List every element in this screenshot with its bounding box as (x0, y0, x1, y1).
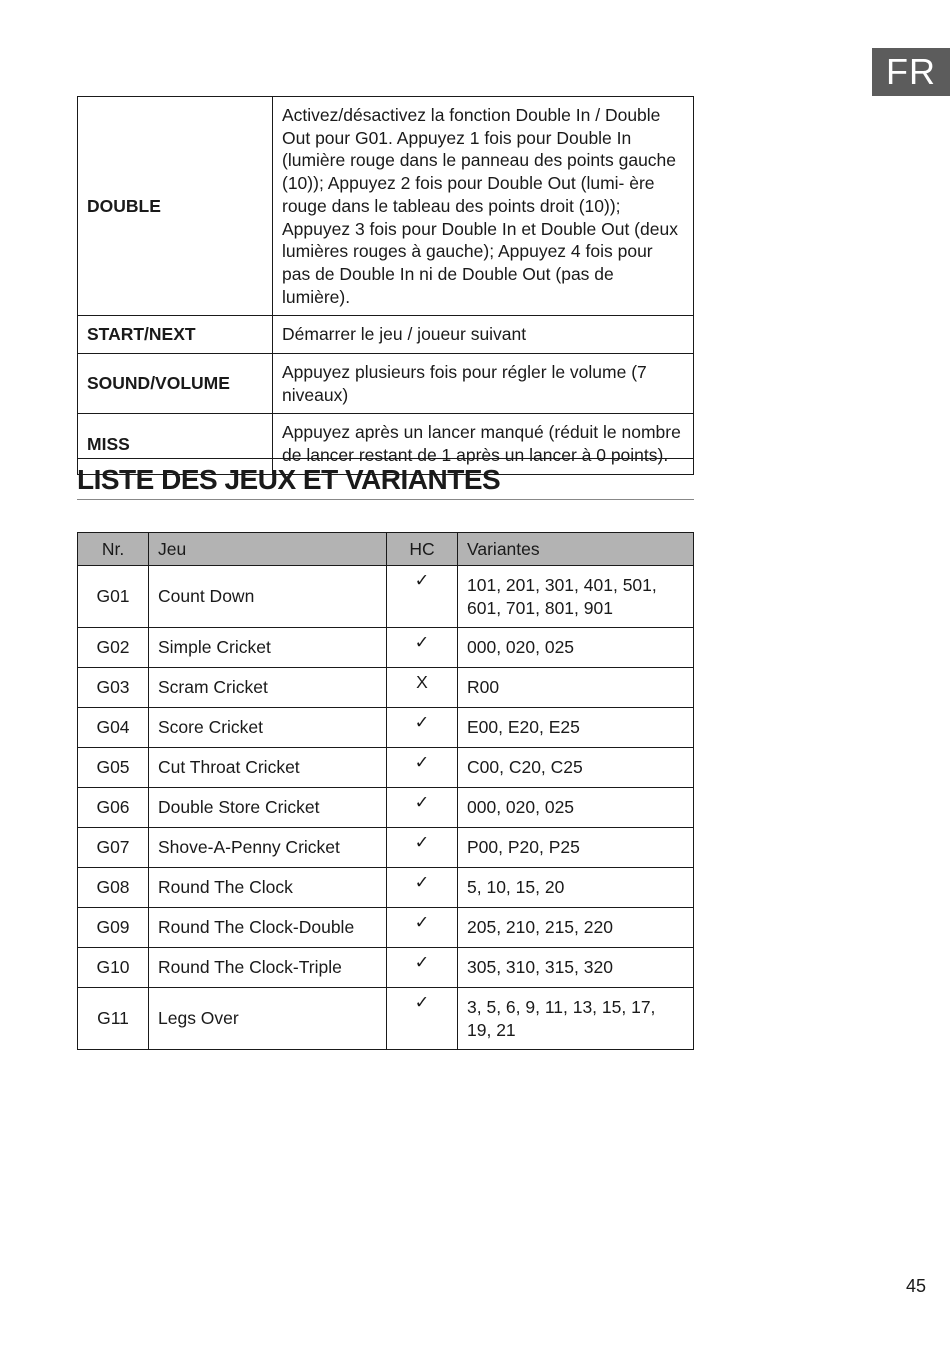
header-hc: HC (387, 533, 458, 566)
command-description: Appuyez plusieurs fois pour régler le volume (7 niveaux) (273, 354, 694, 414)
table-row (78, 788, 694, 828)
game-name: Legs Over (149, 988, 387, 1050)
commands-table (77, 96, 694, 475)
game-variants: R00 (458, 668, 694, 708)
command-row-start-next (78, 316, 694, 354)
games-header-row (78, 533, 694, 566)
game-nr: G11 (78, 988, 149, 1050)
game-nr: G08 (78, 868, 149, 908)
game-name: Score Cricket (149, 708, 387, 748)
game-nr: G09 (78, 908, 149, 948)
command-row-sound-volume (78, 354, 694, 414)
game-name: Round The Clock (149, 868, 387, 908)
game-hc: ✓ (387, 908, 458, 948)
table-row (78, 988, 694, 1050)
table-row (78, 868, 694, 908)
game-name: Scram Cricket (149, 668, 387, 708)
game-hc: ✓ (387, 566, 458, 628)
game-variants: 3, 5, 6, 9, 11, 13, 15, 17, 19, 21 (458, 988, 694, 1050)
game-variants: P00, P20, P25 (458, 828, 694, 868)
game-hc: ✓ (387, 748, 458, 788)
game-hc: ✓ (387, 868, 458, 908)
game-variants: 000, 020, 025 (458, 628, 694, 668)
header-jeu: Jeu (149, 533, 387, 566)
game-nr: G02 (78, 628, 149, 668)
game-variants: 101, 201, 301, 401, 501, 601, 701, 801, 901 (458, 566, 694, 628)
game-hc: ✓ (387, 828, 458, 868)
game-variants: 305, 310, 315, 320 (458, 948, 694, 988)
command-description: Activez/désactivez la fonction Double In / Double Out pour G01. Appuyez 1 fois pour Double In (lumière rouge dans le panneau des points gauche (10)); Appuyez 2 fois pour Double Out (lumi- ère rouge dans le tableau des points droit (10)); Appuyez 3 fois pour Double In et Double Out (deux lumières rouges à gauche); Appuyez 4 fois pour pas de Double In ni de Double Out (pas de lumière). (273, 97, 694, 316)
game-nr: G01 (78, 566, 149, 628)
game-nr: G07 (78, 828, 149, 868)
game-name: Simple Cricket (149, 628, 387, 668)
game-nr: G06 (78, 788, 149, 828)
games-table (77, 532, 694, 1050)
game-variants: C00, C20, C25 (458, 748, 694, 788)
table-row (78, 828, 694, 868)
game-nr: G04 (78, 708, 149, 748)
header-nr: Nr. (78, 533, 149, 566)
table-row (78, 628, 694, 668)
game-hc: ✓ (387, 988, 458, 1050)
game-name: Round The Clock-Triple (149, 948, 387, 988)
game-nr: G05 (78, 748, 149, 788)
game-variants: 5, 10, 15, 20 (458, 868, 694, 908)
command-description: Démarrer le jeu / joueur suivant (273, 316, 694, 354)
game-hc: ✓ (387, 948, 458, 988)
header-variantes: Variantes (458, 533, 694, 566)
game-nr: G03 (78, 668, 149, 708)
page-number: 45 (905, 1276, 926, 1296)
game-name: Shove-A-Penny Cricket (149, 828, 387, 868)
game-variants: 205, 210, 215, 220 (458, 908, 694, 948)
game-hc: ✓ (387, 708, 458, 748)
table-row (78, 948, 694, 988)
command-key: START/NEXT (78, 316, 273, 354)
game-hc: ✓ (387, 788, 458, 828)
game-hc: X (387, 668, 458, 708)
command-key: MISS (78, 414, 273, 474)
game-variants: 000, 020, 025 (458, 788, 694, 828)
game-hc: ✓ (387, 628, 458, 668)
game-name: Count Down (149, 566, 387, 628)
table-row (78, 566, 694, 628)
game-nr: G10 (78, 948, 149, 988)
command-row-double (78, 97, 694, 316)
table-row (78, 908, 694, 948)
section-title: LISTE DES JEUX ET VARIANTES (77, 458, 694, 500)
table-row (78, 708, 694, 748)
game-variants: E00, E20, E25 (458, 708, 694, 748)
command-key: SOUND/VOLUME (78, 354, 273, 414)
table-row (78, 748, 694, 788)
game-name: Cut Throat Cricket (149, 748, 387, 788)
game-name: Double Store Cricket (149, 788, 387, 828)
command-key: DOUBLE (78, 97, 273, 316)
table-row (78, 668, 694, 708)
language-tab: FR (872, 48, 950, 96)
command-description: Appuyez après un lancer manqué (réduit le nombre de lancer restant de 1 après un lancer à 0 points). (273, 414, 694, 474)
game-name: Round The Clock-Double (149, 908, 387, 948)
